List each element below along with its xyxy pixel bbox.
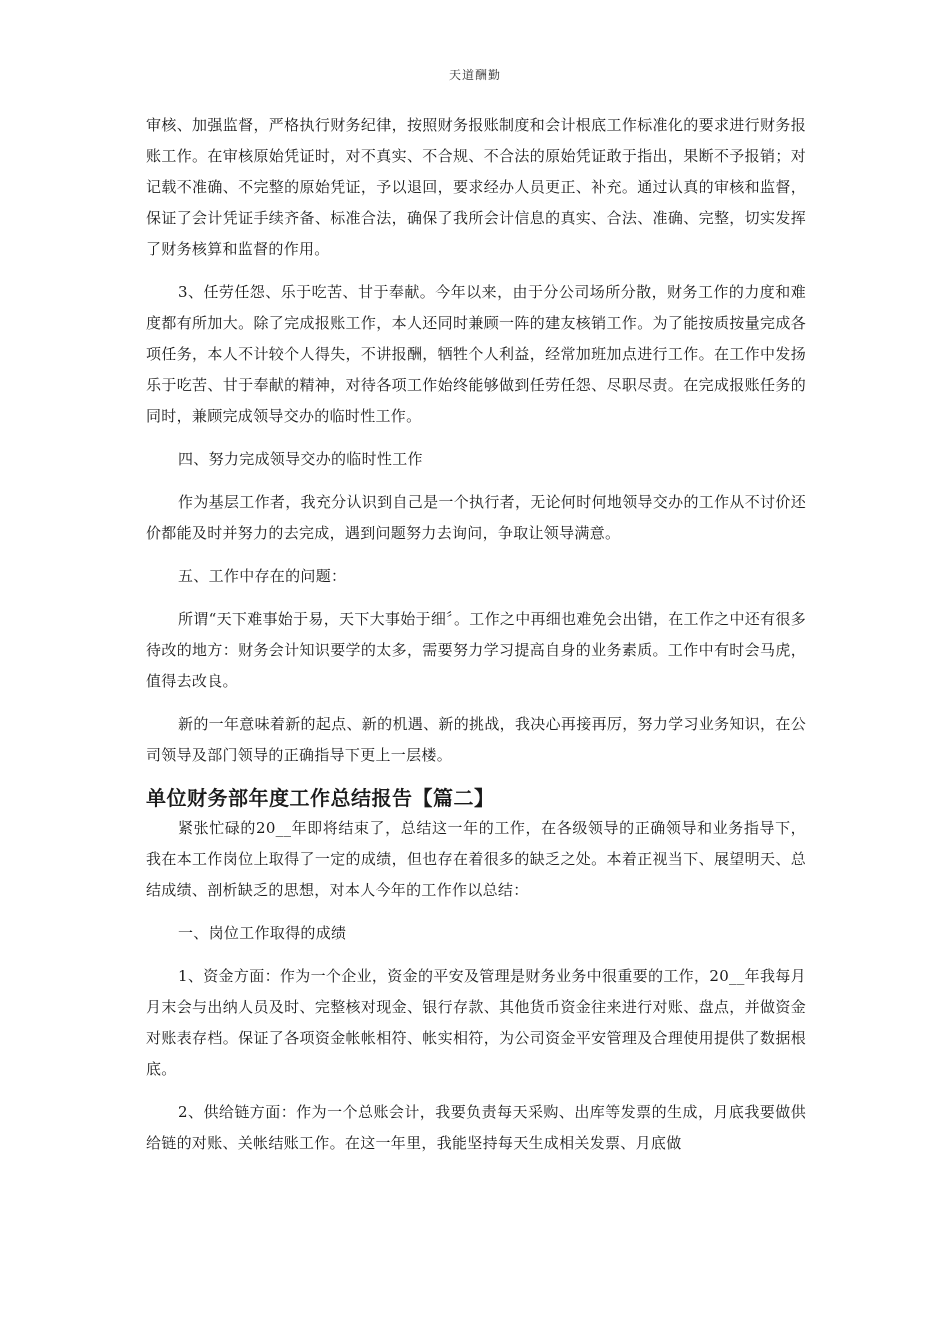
paragraph: 1、资金方面：作为一个企业，资金的平安及管理是财务业务中很重要的工作，20__年我每月月末会与出纳人员及时、完整核对现金、银行存款、其他货币资金往来进行对账、盘点，并做资金对账表存档。保证了各项资金帐帐相符、帐实相符，为公司资金平安管理及合理使用提供了数据根底。 <box>146 967 806 1078</box>
document-body <box>146 110 806 1171</box>
subheading: 一、岗位工作取得的成绩 <box>178 924 347 942</box>
paragraph: 新的一年意味着新的起点、新的机遇、新的挑战，我决心再接再厉，努力学习业务知识，在公司领导及部门领导的正确指导下更上一层楼。 <box>146 715 806 764</box>
paragraph: 紧张忙碌的20__年即将结束了，总结这一年的工作，在各级领导的正确领导和业务指导下，我在本工作岗位上取得了一定的成绩，但也存在着很多的缺乏之处。本着正视当下、展望明天、总结成绩、剖析缺乏的思想，对本人今年的工作作以总结： <box>146 819 806 899</box>
paragraph: 作为基层工作者，我充分认识到自己是一个执行者，无论何时何地领导交办的工作从不讨价还价都能及时并努力的去完成，遇到问题努力去询问，争取让领导满意。 <box>146 493 806 542</box>
subheading: 五、工作中存在的问题： <box>178 567 347 585</box>
paragraph: 3、任劳任怨、乐于吃苦、甘于奉献。今年以来，由于分公司场所分散，财务工作的力度和难度都有所加大。除了完成报账工作，本人还同时兼顾一阵的建友核销工作。为了能按质按量完成各项任务，本人不计较个人得失，不讲报酬，牺牲个人利益，经常加班加点进行工作。在工作中发扬乐于吃苦、甘于奉献的精神，对待各项工作始终能够做到任劳任怨、尽职尽责。在完成报账任务的同时，兼顾完成领导交办的临时性工作。 <box>146 283 806 425</box>
page-header: 天道酬勤 <box>448 68 501 82</box>
section-title: 单位财务部年度工作总结报告【篇二】 <box>146 786 495 810</box>
paragraph: 2、供给链方面：作为一个总账会计，我要负责每天采购、出库等发票的生成，月底我要做供给链的对账、关帐结账工作。在这一年里，我能坚持每天生成相关发票、月底做 <box>146 1103 806 1152</box>
paragraph: 所谓“天下难事始于易，天下大事始于细〞。工作之中再细也难免会出错，在工作之中还有很多待改的地方：财务会计知识要学的太多，需要努力学习提高自身的业务素质。工作中有时会马虎，值得去改良。 <box>146 610 806 690</box>
paragraph: 审核、加强监督，严格执行财务纪律，按照财务报账制度和会计根底工作标准化的要求进行财务报账工作。在审核原始凭证时，对不真实、不合规、不合法的原始凭证敢于指出，果断不予报销；对记载不准确、不完整的原始凭证，予以退回，要求经办人员更正、补充。通过认真的审核和监督，保证了会计凭证手续齐备、标准合法，确保了我所会计信息的真实、合法、准确、完整，切实发挥了财务核算和监督的作用。 <box>146 116 806 258</box>
subheading: 四、努力完成领导交办的临时性工作 <box>178 450 423 468</box>
